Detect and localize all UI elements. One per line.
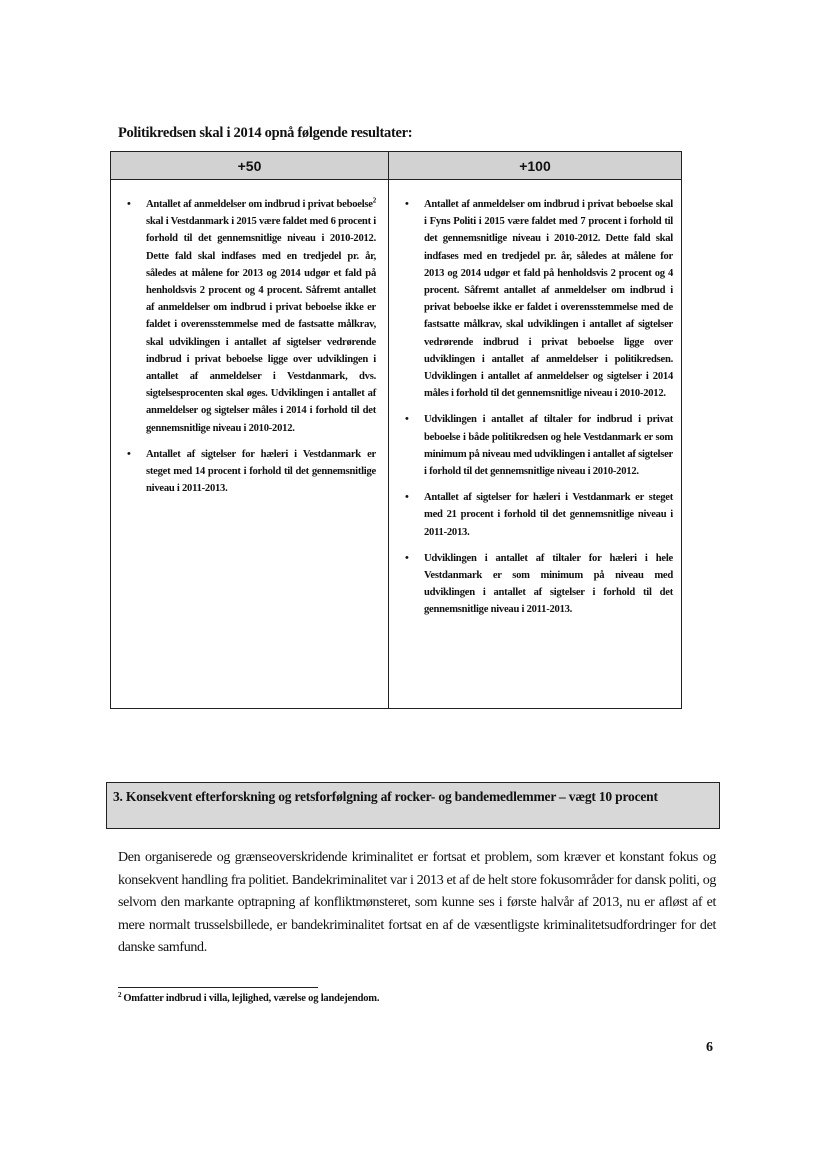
body-paragraph: Den organiserede og grænseoverskridende kriminalitet er fortsat et problem, som kræver et konstant fokus og konsekvent handling fra politiet. Bandekriminalitet var i 2013 et af de helt store fokusområder for dansk politi, og selvom den markante optrapning af konfliktmønsteret, som kunne ses i første halvår af 2013, nu er afløst af et mere normalt trusselsbillede, er bandekriminalitet fortsat en af de væsentligste kriminalitetsudfordringer for det danske samfund. (118, 850, 716, 955)
bullet-icon: • (127, 447, 131, 460)
left-column-cell (111, 180, 389, 708)
bullet-icon: • (127, 198, 131, 210)
bullet-text: Antallet af anmeldelser om indbrud i privat beboelse skal i Fyns Politi i 2015 være faldet med 7 procent i forhold til det gennemsnitlige niveau i 2010-2012. Dette fald skal indfases med en tredjedel pr. år, således at målene for 2013 og 2014 udgør et fald på henholdsvis 2 procent og 4 procent. Såfremt antallet af anmeldelser om indbrud i privat beboelse ikke er faldet i overensstemmelse med de fastsatte målkrav, skal udviklingen i antallet af sigtelser vedrørende indbrud i privat beboelse ligge over udviklingen i antallet af anmeldelser i politikredsen. Udviklingen i antallet af anmeldelser og sigtelser i 2014 måles i forhold til det gennemsnitlige niveau i 2010-2012. (424, 199, 673, 400)
page-number: 6 (706, 1040, 713, 1055)
list-item (397, 489, 673, 541)
bullet-text: Udviklingen i antallet af tiltaler for indbrud i privat beboelse i både politikredsen og hele Vestdanmark er som minimum på niveau med udviklingen i antallet af sigtelser i forhold til det gennemsnitlige niveau i 2010-2012. (424, 414, 673, 478)
column-header-plus100: +100 (389, 152, 681, 180)
results-table (110, 151, 682, 709)
bullet-icon: • (405, 413, 409, 426)
bullet-icon: • (405, 551, 409, 564)
footnote-divider (118, 987, 318, 988)
list-item (397, 196, 673, 402)
footnote-text: Omfatter indbrud i villa, lejlighed, værelse og landejendom. (123, 993, 380, 1004)
right-column-cell (389, 180, 681, 708)
bullet-text: Antallet af sigtelser for hæleri i Vestdanmark er steget med 14 procent i forhold til det gennemsnitlige niveau i 2011-2013. (146, 448, 376, 495)
list-item (119, 196, 376, 437)
list-item (119, 446, 376, 498)
intro-heading: Politikredsen skal i 2014 opnå følgende resultater: (118, 125, 413, 141)
bullet-icon: • (405, 491, 409, 504)
list-item (397, 411, 673, 480)
footnote-ref: 2 (372, 196, 376, 205)
bullet-text: Udviklingen i antallet af tiltaler for hæleri i hele Vestdanmark er som minimum på niveau med udviklingen i antallet af sigtelser i forhold til det gennemsnitlige niveau i 2011-2013. (424, 552, 673, 616)
bullet-text: Antallet af sigtelser for hæleri i Vestdanmark er steget med 21 procent i forhold til det gennemsnitlige niveau i 2011-2013. (424, 492, 673, 538)
bullet-text: skal i Vestdanmark i 2015 være faldet med 6 procent i forhold til det gennemsnitlige niveau i 2010-2012. Dette fald skal indfases med en tredjedel pr. år, således at målene for 2013 og 2014 udgør et fald på henholdsvis 2 procent og 4 procent. Såfremt antallet af anmeldelser om indbrud i privat beboelse ikke er faldet i overensstemmelse med de fastsatte målkrav, skal udviklingen i antallet af sigtelser vedrørende indbrud i privat beboelse ligge over udviklingen i antallet af anmeldelser i Vestdanmark, dvs. sigtelsesprocenten skal øges. Udviklingen i antallet af anmeldelser og sigtelser måles i 2014 i forhold til det gennemsnitlige niveau i 2010-2012. (146, 216, 376, 434)
list-item (397, 550, 673, 619)
bullet-icon: • (405, 198, 409, 210)
section-heading: 3. Konsekvent efterforskning og retsforfølgning af rocker- og bandemedlemmer – vægt 10 procent (106, 782, 720, 829)
footnote-number: 2 (118, 990, 122, 999)
column-header-plus50: +50 (111, 152, 389, 180)
footnote (118, 990, 380, 1004)
bullet-text: Antallet af anmeldelser om indbrud i privat beboelse (146, 199, 373, 210)
